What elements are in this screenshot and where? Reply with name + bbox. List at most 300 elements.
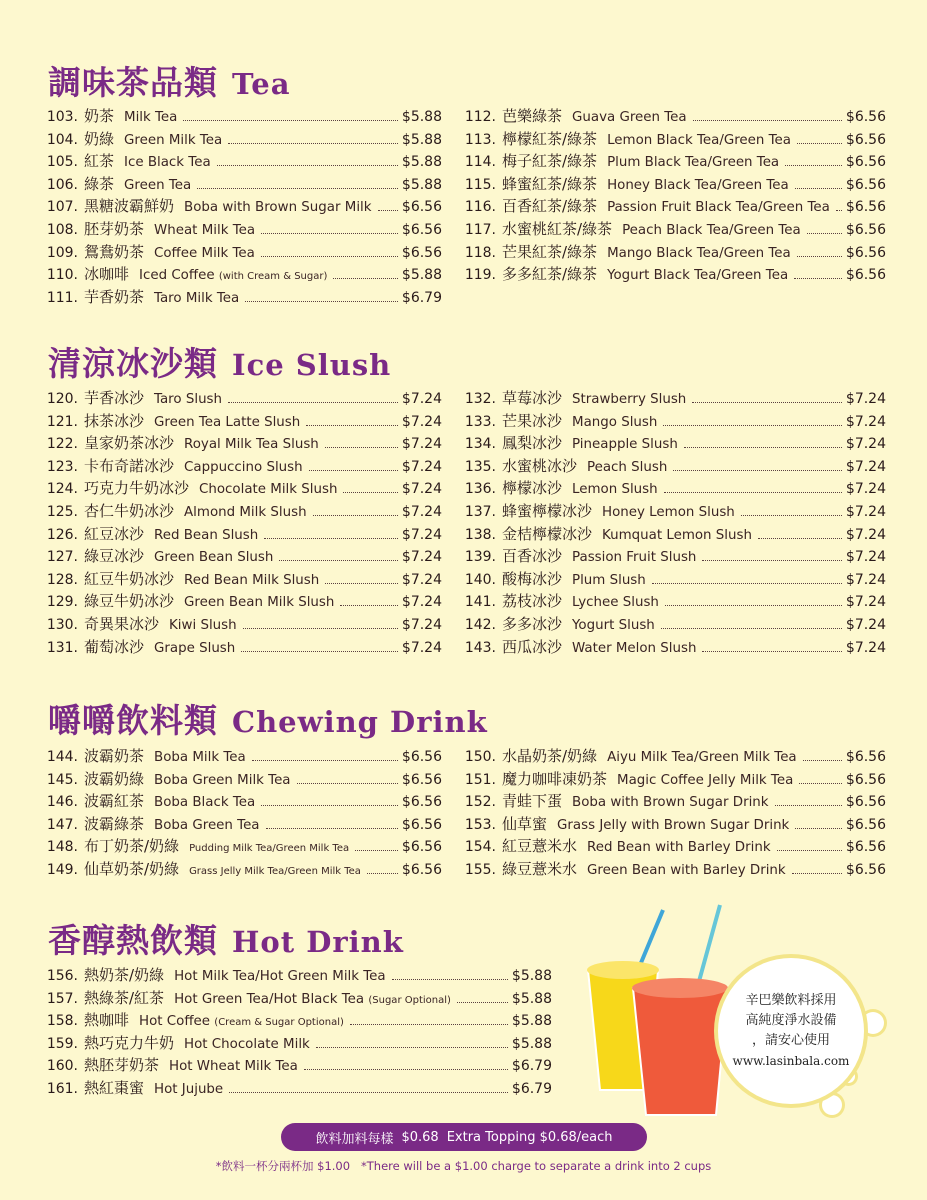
strawberry-slush-cup	[633, 988, 728, 1115]
item-name-zh: 波霸綠茶	[84, 814, 145, 833]
dot-leader	[692, 402, 842, 403]
item-name-en	[184, 457, 307, 480]
item-name-en-text: Yogurt Black Tea/Green Tea	[607, 268, 789, 284]
item-name-en-text: Peach Slush	[587, 459, 668, 475]
item-number: 147.	[46, 816, 78, 833]
dot-leader	[367, 873, 398, 874]
item-name-zh: 杏仁牛奶冰沙	[84, 501, 175, 520]
menu-item	[458, 263, 886, 286]
menu-item	[40, 195, 442, 218]
item-number: 148.	[46, 839, 78, 856]
item-number: 140.	[464, 571, 496, 588]
item-number: 155.	[464, 861, 496, 878]
menu-item	[40, 545, 442, 568]
item-price: $7.24	[845, 436, 886, 453]
dot-leader	[229, 1092, 508, 1093]
menu-item	[40, 835, 442, 858]
drinks-image	[578, 900, 728, 1120]
item-name-en	[154, 815, 264, 838]
item-number: 153.	[464, 816, 496, 833]
item-name-en	[622, 220, 805, 243]
item-name-zh: 百香紅茶/綠茶	[502, 197, 598, 216]
menu-item	[40, 790, 442, 813]
menu-item	[40, 768, 442, 791]
item-number: 130.	[46, 616, 78, 633]
dot-leader	[217, 165, 398, 166]
item-number: 136.	[464, 481, 496, 498]
item-price: $5.88	[401, 176, 442, 193]
item-price: $6.56	[845, 221, 886, 238]
item-name-en	[572, 547, 700, 570]
item-number: 123.	[46, 458, 78, 475]
dot-leader	[702, 560, 841, 561]
menu-item	[458, 545, 886, 568]
item-name-en	[139, 265, 331, 289]
item-name-zh: 魔力咖啡凍奶茶	[502, 769, 608, 788]
item-name-zh: 芒果冰沙	[502, 411, 563, 430]
item-name-zh: 西瓜冰沙	[502, 637, 563, 656]
item-name-en-text: Boba Green Milk Tea	[154, 772, 291, 788]
item-note: Pudding Milk Tea/Green Milk Tea	[189, 843, 350, 855]
item-price: $6.79	[401, 289, 442, 306]
item-price: $7.24	[845, 571, 886, 588]
item-name-zh: 熱胚芽奶茶	[84, 1056, 160, 1075]
item-name-zh: 布丁奶茶/奶綠	[84, 837, 180, 856]
item-name-en-text: Royal Milk Tea Slush	[184, 437, 319, 453]
dot-leader	[702, 651, 841, 652]
item-price: $6.56	[845, 154, 886, 171]
section-title-ice-slush	[48, 338, 391, 385]
item-price: $7.24	[845, 594, 886, 611]
section-title-zh: 嚼嚼飲料類	[48, 701, 218, 740]
item-name-zh: 芒果紅茶/綠茶	[502, 242, 598, 261]
dot-leader	[777, 850, 842, 851]
menu-item	[40, 636, 442, 659]
badge-line: 辛巴樂飲料採用	[745, 993, 837, 1008]
item-name-en-text: Kumquat Lemon Slush	[602, 527, 752, 543]
item-name-en-text: Pineapple Slush	[572, 437, 678, 453]
item-name-zh: 抹茶冰沙	[84, 411, 145, 430]
dot-leader	[807, 233, 842, 234]
item-name-en-text: Red Bean Milk Slush	[184, 572, 320, 588]
menu-list-chewing-left	[40, 745, 442, 881]
item-name-en-text: Boba with Brown Sugar Drink	[572, 795, 769, 811]
item-name-en	[184, 570, 323, 593]
dot-leader	[306, 425, 398, 426]
item-price: $5.88	[401, 154, 442, 171]
item-name-en-text: Green Bean with Barley Drink	[587, 862, 786, 878]
dot-leader	[241, 651, 398, 652]
menu-item	[458, 590, 886, 613]
item-name-en	[189, 860, 365, 884]
item-price: $6.56	[845, 816, 886, 833]
item-name-zh: 皇家奶茶冰沙	[84, 434, 175, 453]
item-number: 142.	[464, 616, 496, 633]
dot-leader	[665, 605, 842, 606]
dot-leader	[797, 143, 842, 144]
bubble-decoration	[822, 1095, 842, 1115]
dot-leader	[279, 560, 398, 561]
menu-item	[40, 745, 442, 768]
menu-item	[40, 568, 442, 591]
split-cup-footnote	[0, 1158, 927, 1174]
item-name-zh: 酸梅冰沙	[502, 569, 563, 588]
menu-item	[458, 410, 886, 433]
item-name-en-text: Coffee Milk Tea	[154, 245, 255, 261]
item-name-zh: 檸檬紅茶/綠茶	[502, 129, 598, 148]
item-name-zh: 綠茶	[84, 174, 115, 193]
item-name-en-text: Plum Black Tea/Green Tea	[607, 155, 780, 171]
dot-leader	[261, 805, 398, 806]
menu-list-chewing-right	[458, 745, 886, 881]
dot-leader	[836, 210, 842, 211]
menu-item	[40, 1032, 552, 1055]
item-name-en	[607, 152, 783, 175]
menu-item	[40, 286, 442, 309]
item-name-zh: 胚芽奶茶	[84, 219, 145, 238]
item-price: $7.24	[845, 458, 886, 475]
topping-zh: 飲料加料每樣	[315, 1131, 394, 1147]
item-name-en	[184, 502, 311, 525]
item-name-en	[607, 197, 834, 220]
item-name-en	[169, 1056, 302, 1079]
item-name-en-text: Green Bean Milk Slush	[184, 595, 335, 611]
item-price: $7.24	[845, 413, 886, 430]
item-number: 126.	[46, 526, 78, 543]
item-name-en-text: Boba Milk Tea	[154, 750, 246, 765]
item-name-en-text: Green Milk Tea	[124, 132, 223, 148]
item-number: 161.	[46, 1080, 78, 1097]
dot-leader	[378, 210, 398, 211]
item-number: 137.	[464, 503, 496, 520]
item-name-en	[184, 197, 376, 220]
dot-leader	[309, 470, 398, 471]
item-name-en	[572, 434, 682, 457]
menu-item	[40, 218, 442, 241]
dot-leader	[261, 256, 398, 257]
dot-leader	[693, 120, 842, 121]
item-name-zh: 紅豆牛奶冰沙	[84, 569, 175, 588]
dot-leader	[325, 583, 398, 584]
menu-item	[40, 477, 442, 500]
item-name-en-text: Iced Coffee	[139, 268, 215, 284]
section-title-en: Ice Slush	[232, 348, 392, 382]
item-price: $6.56	[401, 839, 442, 856]
strawberry-slush-top	[632, 978, 728, 998]
item-name-en-text: Mango Slush	[572, 414, 658, 430]
item-name-en	[572, 479, 662, 502]
item-name-en	[124, 152, 215, 175]
item-name-zh: 熱奶茶/奶綠	[84, 966, 165, 984]
footnote-zh-price: $1.00	[317, 1159, 351, 1173]
item-name-zh: 紅豆薏米水	[502, 837, 578, 856]
dot-leader	[350, 1024, 508, 1025]
item-price: $7.24	[401, 639, 442, 656]
dot-leader	[297, 783, 398, 784]
item-name-en-text: Boba with Brown Sugar Milk	[184, 200, 372, 216]
item-price: $6.56	[401, 771, 442, 788]
item-number: 113.	[464, 131, 496, 148]
item-name-en	[572, 107, 691, 130]
item-name-en	[602, 502, 739, 525]
menu-item	[40, 813, 442, 836]
item-price: $7.24	[401, 391, 442, 407]
item-name-en-text: Red Bean with Barley Drink	[587, 840, 771, 856]
item-name-zh: 水晶奶茶/奶綠	[502, 747, 598, 765]
section-title-en: Chewing Drink	[232, 705, 488, 739]
menu-item	[458, 613, 886, 636]
menu-item	[458, 500, 886, 523]
item-price: $7.24	[401, 436, 442, 453]
item-number: 144.	[46, 749, 78, 765]
menu-item	[458, 173, 886, 196]
item-name-en-text: Hot Green Tea/Hot Black Tea	[174, 991, 365, 1007]
item-name-en-text: Grass Jelly with Brown Sugar Drink	[557, 817, 790, 833]
item-price: $6.56	[845, 244, 886, 261]
dot-leader	[266, 828, 398, 829]
menu-item	[458, 150, 886, 173]
item-number: 105.	[46, 154, 78, 171]
item-name-zh: 波霸紅茶	[84, 792, 145, 811]
item-number: 143.	[464, 639, 496, 656]
section-title-zh: 清涼冰沙類	[48, 344, 218, 383]
item-price: $6.56	[845, 749, 886, 765]
item-name-en-text: Cappuccino Slush	[184, 459, 303, 475]
menu-item	[458, 568, 886, 591]
item-price: $5.88	[511, 1035, 552, 1052]
item-name-zh: 奶茶	[84, 107, 115, 125]
item-name-zh: 奇異果冰沙	[84, 614, 160, 633]
menu-item	[40, 432, 442, 455]
item-name-en	[617, 770, 797, 793]
menu-item	[458, 432, 886, 455]
item-name-zh: 卡布奇諾冰沙	[84, 456, 175, 475]
dot-leader	[333, 278, 398, 279]
extra-topping-banner	[281, 1123, 647, 1151]
item-name-zh: 水蜜桃冰沙	[502, 456, 578, 475]
item-name-en-text: Passion Fruit Slush	[572, 550, 697, 566]
item-number: 145.	[46, 771, 78, 788]
menu-item	[40, 1009, 552, 1032]
dot-leader	[664, 492, 842, 493]
item-price: $7.24	[401, 458, 442, 475]
menu-item	[40, 128, 442, 151]
item-name-en-text: Ice Black Tea	[124, 155, 211, 171]
item-price: $6.56	[401, 816, 442, 833]
menu-item	[40, 173, 442, 196]
item-name-en	[587, 860, 790, 883]
item-name-en	[607, 243, 795, 266]
item-name-en-text: Honey Black Tea/Green Tea	[607, 177, 789, 193]
dot-leader	[343, 492, 397, 493]
dot-leader	[228, 143, 398, 144]
item-name-zh: 紅豆冰沙	[84, 524, 145, 543]
menu-item	[40, 263, 442, 286]
item-name-zh: 鴛鴦奶茶	[84, 242, 145, 261]
item-number: 125.	[46, 503, 78, 520]
dot-leader	[457, 1002, 508, 1003]
item-name-zh: 芋香冰沙	[84, 389, 145, 407]
dot-leader	[183, 120, 398, 121]
item-name-en	[607, 265, 792, 288]
dot-leader	[661, 628, 842, 629]
item-name-en-text: Taro Milk Tea	[154, 290, 240, 306]
website-url: www.lasinbala.com	[732, 1054, 850, 1068]
item-name-en-text: Strawberry Slush	[572, 392, 687, 407]
item-name-zh: 水蜜桃紅茶/綠茶	[502, 219, 613, 238]
dot-leader	[228, 402, 398, 403]
item-price: $7.24	[401, 616, 442, 633]
dot-leader	[652, 583, 842, 584]
item-number: 122.	[46, 436, 78, 453]
menu-item	[458, 455, 886, 478]
item-name-en	[154, 288, 243, 311]
item-name-zh: 冰咖啡	[84, 265, 130, 284]
item-name-en	[602, 525, 756, 548]
item-name-en	[572, 412, 661, 435]
item-price: $6.56	[401, 199, 442, 216]
menu-item	[40, 987, 552, 1010]
item-number: 151.	[464, 771, 496, 788]
item-name-en-text: Water Melon Slush	[572, 640, 697, 656]
item-name-en-text: Almond Milk Slush	[184, 504, 307, 520]
item-name-en-text: Passion Fruit Black Tea/Green Tea	[607, 200, 830, 216]
item-number: 119.	[464, 267, 496, 284]
item-name-en-text: Mango Black Tea/Green Tea	[607, 245, 791, 261]
item-number: 103.	[46, 109, 78, 125]
item-price: $6.56	[845, 771, 886, 788]
item-name-en	[154, 389, 226, 412]
item-name-en	[572, 389, 690, 412]
dot-leader	[758, 538, 842, 539]
dot-leader	[355, 850, 398, 851]
item-number: 154.	[464, 839, 496, 856]
item-name-en-text: Hot Milk Tea/Hot Green Milk Tea	[174, 969, 386, 984]
item-number: 129.	[46, 594, 78, 611]
item-name-en	[154, 243, 259, 266]
item-number: 152.	[464, 794, 496, 811]
menu-item	[458, 768, 886, 791]
section-title-tea	[48, 57, 291, 104]
item-number: 124.	[46, 481, 78, 498]
item-price: $7.24	[845, 616, 886, 633]
item-name-en	[607, 175, 793, 198]
dot-leader	[663, 425, 842, 426]
item-price: $6.56	[845, 131, 886, 148]
item-price: $7.24	[845, 639, 886, 656]
item-name-zh: 仙草奶茶/奶綠	[84, 859, 180, 878]
item-name-zh: 檸檬冰沙	[502, 479, 563, 498]
item-name-en	[154, 525, 262, 548]
item-name-zh: 綠豆牛奶冰沙	[84, 592, 175, 611]
item-name-en-text: Hot Coffee	[139, 1014, 211, 1030]
topping-zh-price: $0.68	[401, 1129, 439, 1145]
item-name-zh: 熱紅棗蜜	[84, 1078, 145, 1097]
item-price: $6.56	[401, 794, 442, 811]
item-name-en-text: Guava Green Tea	[572, 110, 687, 125]
item-price: $7.24	[401, 481, 442, 498]
menu-item	[458, 387, 886, 410]
item-name-en	[184, 434, 323, 457]
item-name-en	[572, 638, 700, 661]
item-number: 114.	[464, 154, 496, 171]
item-price: $5.88	[401, 267, 442, 284]
item-name-zh: 葡萄冰沙	[84, 637, 145, 656]
item-name-en	[169, 615, 241, 638]
item-price: $7.24	[401, 413, 442, 430]
item-number: 111.	[46, 289, 78, 306]
menu-item	[40, 964, 552, 987]
menu-item	[458, 523, 886, 546]
menu-list-tea-right	[458, 105, 886, 286]
item-price: $5.88	[511, 968, 552, 984]
dot-leader	[245, 301, 398, 302]
item-name-en-text: Wheat Milk Tea	[154, 222, 256, 238]
item-price: $6.79	[511, 1058, 552, 1075]
menu-item	[40, 387, 442, 410]
item-name-zh: 波霸奶茶	[84, 747, 145, 765]
mango-slush-top	[587, 961, 659, 979]
menu-item	[40, 590, 442, 613]
item-name-en	[154, 747, 250, 770]
item-name-en-text: Chocolate Milk Slush	[199, 482, 338, 498]
item-number: 131.	[46, 639, 78, 656]
menu-item	[40, 105, 442, 128]
item-name-zh: 多多紅茶/綠茶	[502, 265, 598, 284]
item-number: 108.	[46, 221, 78, 238]
item-name-en-text: Kiwi Slush	[169, 617, 237, 633]
item-name-en-text: Aiyu Milk Tea/Green Milk Tea	[607, 750, 797, 765]
item-price: $7.24	[845, 549, 886, 566]
straw-icon	[698, 905, 720, 985]
dot-leader	[741, 515, 842, 516]
item-name-en-text: Grape Slush	[154, 640, 236, 656]
item-price: $7.24	[845, 526, 886, 543]
item-number: 116.	[464, 199, 496, 216]
menu-item	[458, 813, 886, 836]
item-number: 128.	[46, 571, 78, 588]
menu-item	[458, 858, 886, 881]
item-name-en-text: Lychee Slush	[572, 595, 659, 611]
item-name-en-text: Hot Chocolate Milk	[184, 1036, 310, 1052]
item-name-en	[174, 989, 455, 1013]
footnote-zh: *飲料一杯分兩杯加	[215, 1159, 314, 1173]
item-name-en	[174, 966, 390, 989]
item-name-zh: 熱咖啡	[84, 1011, 130, 1030]
item-name-zh: 百香冰沙	[502, 547, 563, 566]
item-name-en	[154, 547, 277, 570]
item-price: $5.88	[401, 131, 442, 148]
menu-item	[40, 858, 442, 881]
item-number: 115.	[464, 176, 496, 193]
item-name-en	[184, 1034, 314, 1057]
item-price: $5.88	[511, 1013, 552, 1030]
item-name-en-text: Magic Coffee Jelly Milk Tea	[617, 772, 794, 788]
item-number: 160.	[46, 1058, 78, 1075]
menu-item	[40, 1054, 552, 1077]
menu-item	[458, 128, 886, 151]
item-number: 107.	[46, 199, 78, 216]
menu-item	[40, 455, 442, 478]
menu-item	[40, 523, 442, 546]
menu-list-tea-left	[40, 105, 442, 308]
topping-en: Extra Topping $0.68/each	[446, 1129, 613, 1145]
menu-item	[40, 1077, 552, 1100]
item-name-en	[607, 747, 801, 770]
item-number: 112.	[464, 109, 496, 125]
straw-icon	[638, 910, 663, 970]
item-price: $6.56	[845, 109, 886, 125]
